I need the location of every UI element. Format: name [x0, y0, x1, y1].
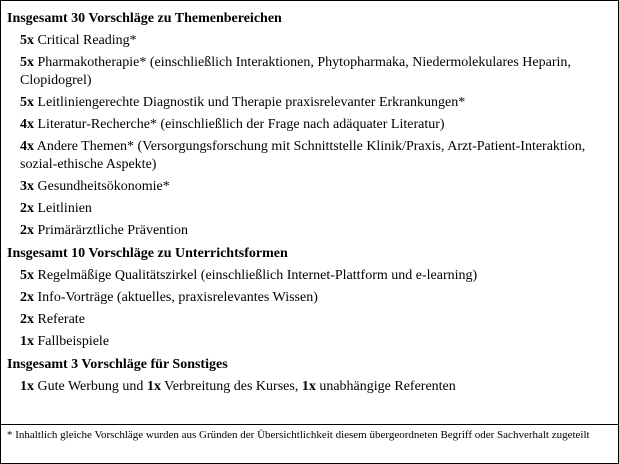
section-title: Insgesamt 10 Vorschläge zu Unterrichtsformen	[7, 246, 288, 261]
item-count: 3x	[20, 179, 34, 194]
item-text: Leitlinien	[34, 201, 92, 216]
list-item	[1, 32, 618, 50]
item-count: 5x	[20, 33, 34, 48]
item-count: 1x	[20, 379, 34, 394]
item-text: Verbreitung des Kurses,	[160, 379, 302, 394]
item-text: Gute Werbung und	[34, 379, 147, 394]
item-text: Pharmakotherapie* (einschließlich Interaktionen, Phytopharmaka, Niedermolekulares Heparin, Clopidogrel)	[20, 55, 571, 88]
item-text: Literatur-Recherche* (einschließlich der Frage nach adäquater Literatur)	[34, 117, 445, 132]
list-item	[1, 333, 618, 351]
section-unterrichtsformen	[1, 240, 618, 351]
item-count: 2x	[20, 223, 34, 238]
item-count: 5x	[20, 95, 34, 110]
item-count: 2x	[20, 290, 34, 305]
item-count: 4x	[20, 117, 34, 132]
list-item	[1, 94, 618, 112]
item-count: 2x	[20, 201, 34, 216]
item-text: Regelmäßige Qualitätszirkel (einschließlich Internet-Plattform und e-learning)	[34, 268, 478, 283]
item-count: 5x	[20, 268, 34, 283]
item-count: 1x	[20, 334, 34, 349]
section-sonstiges	[1, 351, 618, 396]
item-text: Info-Vorträge (aktuelles, praxisrelevantes Wissen)	[34, 290, 318, 305]
item-text: Andere Themen* (Versorgungsforschung mit Schnittstelle Klinik/Praxis, Arzt-Patient-Interaktion, sozial-ethische Aspekte)	[20, 139, 586, 172]
item-text: Referate	[34, 312, 85, 327]
list-item	[1, 116, 618, 134]
list-item	[1, 267, 618, 285]
item-text: Primärärztliche Prävention	[34, 223, 188, 238]
item-count: 1x	[301, 379, 316, 394]
section-themenbereiche	[1, 1, 618, 240]
list-item	[1, 54, 618, 90]
list-item	[1, 289, 618, 307]
list-item	[1, 200, 618, 218]
item-count: 4x	[20, 139, 34, 154]
list-item	[1, 222, 618, 240]
item-text: unabhängige Referenten	[315, 379, 456, 394]
list-item	[1, 311, 618, 329]
footnote: * Inhaltlich gleiche Vorschläge wurden aus Gründen der Übersichtlichkeit diesem übergeordneten Begriff oder Sachverhalt zugeteilt	[1, 424, 618, 463]
list-item	[1, 378, 618, 396]
list-item	[1, 178, 618, 196]
item-count: 1x	[146, 379, 161, 394]
section-title: Insgesamt 3 Vorschläge für Sonstiges	[7, 357, 228, 372]
item-text: Critical Reading*	[34, 33, 137, 48]
section-title: Insgesamt 30 Vorschläge zu Themenbereichen	[7, 11, 282, 26]
item-text: Fallbeispiele	[34, 334, 110, 349]
item-count: 2x	[20, 312, 34, 327]
item-count: 5x	[20, 55, 34, 70]
item-text: Leitliniengerechte Diagnostik und Therapie praxisrelevanter Erkrankungen*	[34, 95, 466, 110]
item-text: Gesundheitsökonomie*	[34, 179, 170, 194]
table-body	[1, 1, 618, 424]
list-item	[1, 138, 618, 174]
